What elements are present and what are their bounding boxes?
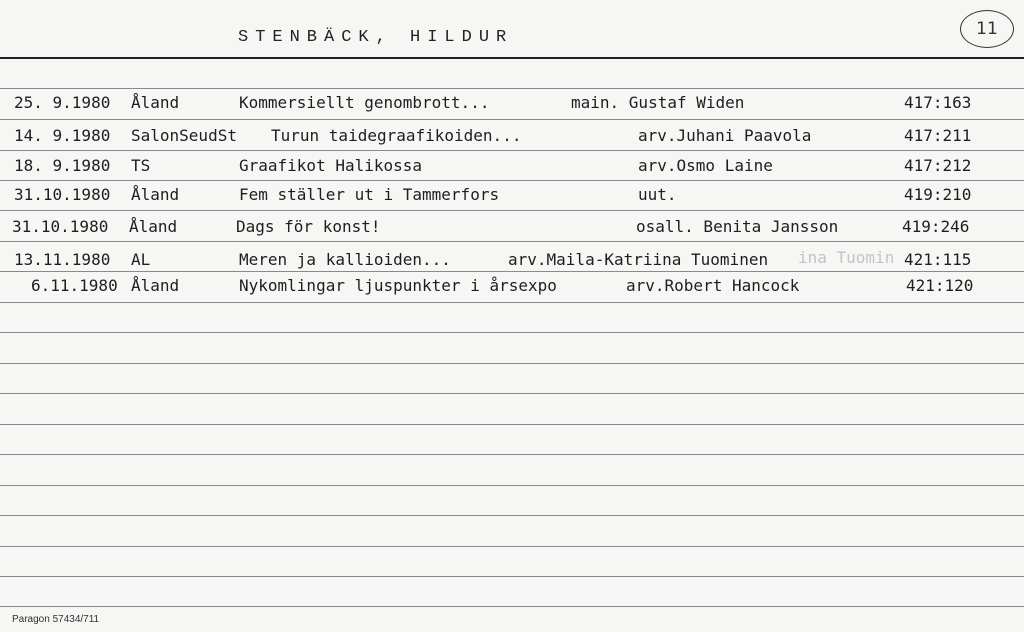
entry-title: Nykomlingar ljuspunkter i årsexpo (239, 276, 557, 295)
card-number-badge (960, 10, 1014, 48)
ruled-line (0, 576, 1024, 577)
ruled-line (0, 454, 1024, 455)
entry-ref: 419:210 (904, 185, 972, 204)
ruled-line (0, 606, 1024, 607)
ruled-line (0, 363, 1024, 364)
entry-title: Kommersiellt genombrott... (239, 93, 490, 112)
entry-date: 13.11.1980 (14, 250, 111, 269)
ruled-line (0, 485, 1024, 486)
ruled-line (0, 150, 1024, 151)
entry-person: osall. Benita Jansson (636, 217, 839, 236)
entry-source: TS (131, 156, 151, 175)
entry-person: arv.Maila-Katriina Tuominen (508, 250, 769, 269)
printer-imprint: Paragon 57434/711 (12, 614, 100, 625)
entry-title: Turun taidegraafikoiden... (271, 126, 522, 145)
entry-row (0, 156, 1024, 180)
entry-title: Dags för konst! (236, 217, 381, 236)
card-title: STENBÄCK, HILDUR (238, 28, 514, 47)
entry-source: Åland (131, 276, 180, 295)
entry-row (0, 126, 1024, 150)
ghost-person-text: ina Tuomin (798, 248, 895, 267)
entry-source: SalonSeudSt (131, 126, 237, 145)
entry-title: Graafikot Halikossa (239, 156, 423, 175)
ruled-line (0, 180, 1024, 181)
entry-title: Meren ja kallioiden... (239, 250, 451, 269)
entry-date: 31.10.1980 (12, 217, 109, 236)
entry-row (0, 276, 1024, 300)
entry-date: 31.10.1980 (14, 185, 111, 204)
entry-source: Åland (131, 93, 180, 112)
entry-ref: 417:163 (904, 93, 972, 112)
ruled-line (0, 424, 1024, 425)
entry-date: 14. 9.1980 (14, 126, 111, 145)
entry-person: uut. (638, 185, 677, 204)
entry-date: 18. 9.1980 (14, 156, 111, 175)
entry-ref: 419:246 (902, 217, 970, 236)
entry-source: Åland (129, 217, 178, 236)
entry-row (0, 185, 1024, 209)
ruled-line (0, 302, 1024, 303)
entry-row (0, 217, 1024, 241)
entry-ref: 421:115 (904, 250, 972, 269)
entry-ref: 421:120 (906, 276, 974, 295)
entry-date: 25. 9.1980 (14, 93, 111, 112)
entry-person: arv.Juhani Paavola (638, 126, 812, 145)
ruled-line (0, 546, 1024, 547)
entry-title: Fem ställer ut i Tammerfors (239, 185, 500, 204)
entry-person: main. Gustaf Widen (571, 93, 745, 112)
ruled-line (0, 119, 1024, 120)
ruled-line (0, 210, 1024, 211)
entry-ref: 417:212 (904, 156, 972, 175)
ruled-line (0, 332, 1024, 333)
ruled-line (0, 88, 1024, 89)
entry-person: arv.Robert Hancock (626, 276, 800, 295)
entry-ref: 417:211 (904, 126, 972, 145)
entry-row (0, 93, 1024, 117)
ruled-line (0, 393, 1024, 394)
entry-date: 6.11.1980 (31, 276, 118, 295)
ruled-line (0, 515, 1024, 516)
entry-source: AL (131, 250, 151, 269)
ruled-line (0, 241, 1024, 242)
entry-person: arv.Osmo Laine (638, 156, 773, 175)
entry-source: Åland (131, 185, 180, 204)
entry-row (0, 250, 1024, 274)
header-rule (0, 57, 1024, 59)
card-number: 11 (976, 19, 998, 39)
